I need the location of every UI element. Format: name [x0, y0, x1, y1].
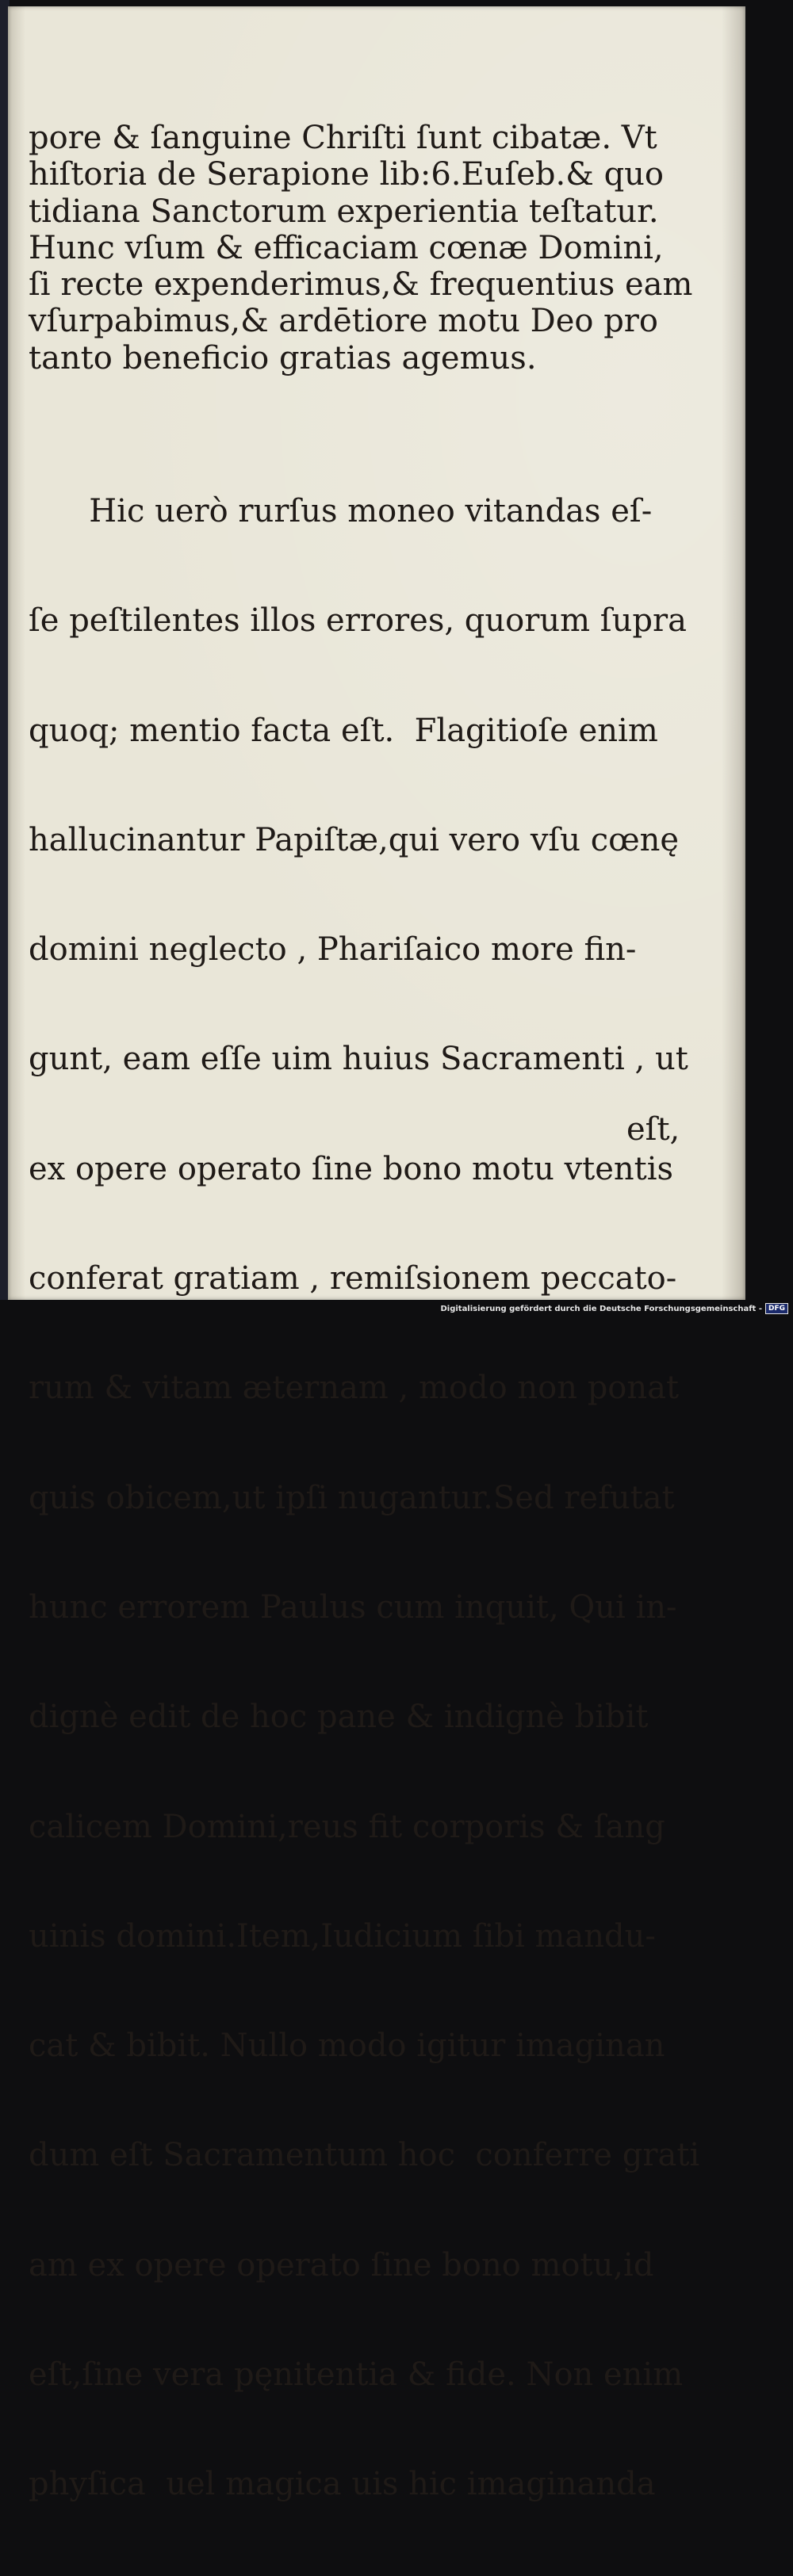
digitization-footer	[440, 1301, 788, 1317]
text-line: dignè edit de hoc pane & indignè bibit	[29, 1699, 649, 1736]
text-line: ſe peſtilentes illos errores, quorum ſupra	[29, 602, 687, 640]
text-line: cat & bibit. Nullo modo igitur imaginan	[29, 2028, 665, 2065]
text-line: rum & vitam æternam , modo non ponat	[29, 1370, 680, 1407]
text-line: pore & ſanguine Chriſti ſunt cibatæ. Vt	[29, 120, 657, 156]
text-line: quoq; mentio facta eſt. Flagitioſe enim	[29, 712, 658, 749]
text-line: conferat gratiam , remiſsionem peccato-	[29, 1260, 677, 1298]
funding-credit: Digitalisierung gefördert durch die Deutsche Forschungsgemeinschaft -	[440, 1304, 762, 1313]
text-line: tanto beneficio gratias agemus.	[29, 339, 537, 376]
text-line: hallucinantur Papiſtæ,qui vero vſu cœnę	[29, 821, 680, 858]
text-line: phyſica uel magica uis hic imaginanda	[29, 2466, 656, 2503]
text-line: eſt,ſine vera pęnitentia & fide. Non enim	[29, 2356, 684, 2394]
text-line: gunt, eam eſſe uim huius Sacramenti , ut	[29, 1041, 688, 1078]
text-line: am ex opere operato ſine bono motu,id	[29, 2246, 654, 2284]
text-line: vſurpabimus,& ardētiore motu Deo pro	[29, 303, 659, 340]
dfg-logo: DFG	[765, 1303, 788, 1314]
text-line: calicem Domini,reus fit corporis & ſang	[29, 1808, 665, 1845]
text-line: Hunc vſum & efficaciam cœnæ Domini,	[29, 229, 664, 266]
text-line: uinis domini.Item,Iudicium ſibi mandu-	[29, 1917, 656, 1955]
text-line: hiſtoria de Serapione lib:6.Euſeb.& quo	[29, 156, 665, 193]
text-line: dum eſt Sacramentum hoc conferre grati	[29, 2137, 700, 2174]
paragraph-1	[29, 120, 692, 376]
text-line: tidiana Sanctorum experientia teſtatur.	[29, 193, 659, 230]
paragraph-2	[29, 420, 699, 2576]
text-line: quis obicem,ut ipſi nugantur.Sed refutat	[29, 1479, 675, 1516]
text-line: Hic uerò rurſus moneo vitandas eſ-	[29, 493, 653, 529]
catchword: eſt,	[626, 1111, 680, 1148]
text-line: ſi recte expenderimus,& frequentius eam	[29, 266, 693, 304]
text-line: hunc errorem Paulus cum inquit, Qui in-	[29, 1588, 677, 1626]
text-line: domini neglecto , Phariſaico more fin-	[29, 931, 637, 969]
text-line: ex opere operato ſine bono motu vtentis	[29, 1150, 674, 1187]
